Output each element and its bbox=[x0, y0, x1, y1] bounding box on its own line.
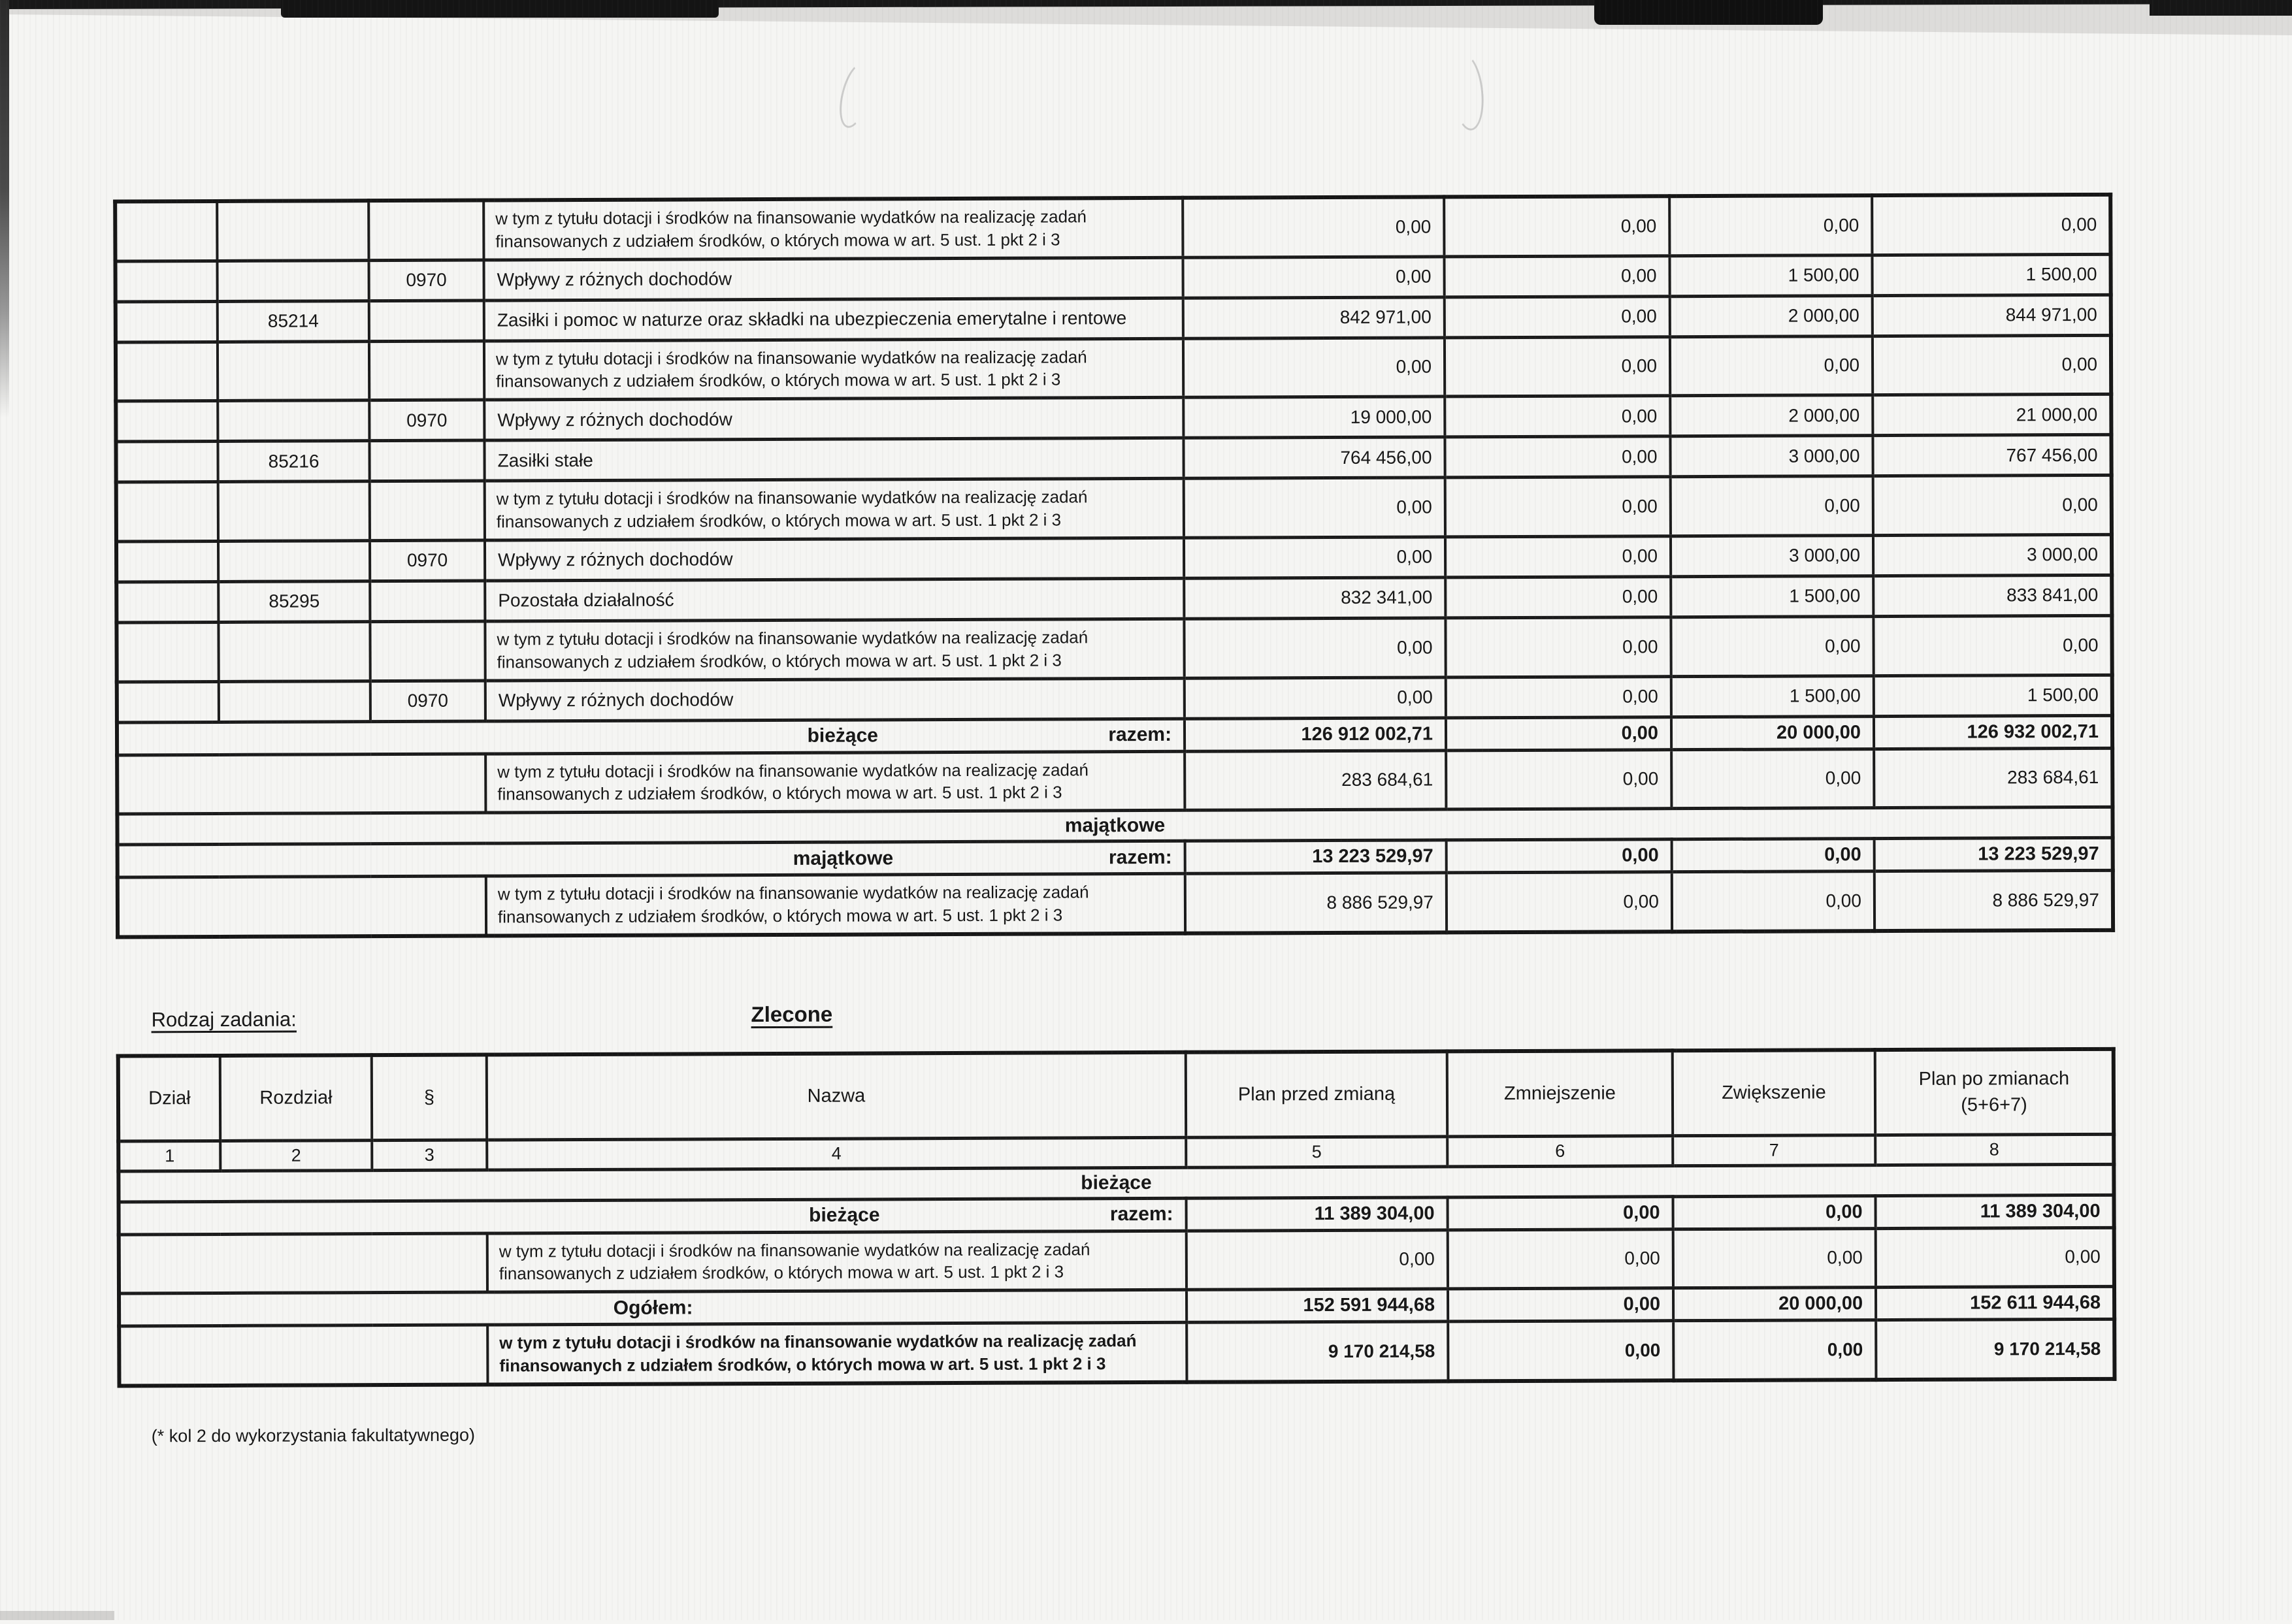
zmniejszenie-value: 0,00 bbox=[1445, 436, 1670, 478]
merged-empty-cell bbox=[118, 876, 486, 937]
zwiekszenie-value: 0,00 bbox=[1669, 195, 1872, 255]
zwiekszenie-value: 0,00 bbox=[1673, 1195, 1876, 1229]
paragraf-cell: 0970 bbox=[370, 681, 485, 722]
zmniejszenie-value: 0,00 bbox=[1448, 1321, 1673, 1381]
zwiekszenie-value: 1 500,00 bbox=[1669, 255, 1872, 296]
nazwa-cell: Wpływy z różnych dochodów bbox=[485, 538, 1184, 581]
nazwa-cell: Pozostała działalność bbox=[485, 578, 1184, 621]
col-header-plan-przed: Plan przed zmianą bbox=[1186, 1051, 1447, 1137]
plan-po-value: 0,00 bbox=[1873, 476, 2112, 536]
zmniejszenie-value: 0,00 bbox=[1448, 1196, 1673, 1229]
plan-przed-value: 0,00 bbox=[1183, 257, 1444, 298]
zmniejszenie-value: 0,00 bbox=[1446, 749, 1671, 809]
zwiekszenie-value: 3 000,00 bbox=[1670, 436, 1873, 477]
section-word: bieżące bbox=[809, 1204, 880, 1226]
col-header-nazwa: Nazwa bbox=[487, 1052, 1186, 1140]
zwiekszenie-value: 0,00 bbox=[1673, 1228, 1876, 1288]
paragraf-cell bbox=[369, 440, 484, 481]
zwiekszenie-value: 3 000,00 bbox=[1671, 536, 1873, 577]
wtym-note-cell: w tym z tytułu dotacji i środków na finansowanie wydatków na realizację zadań finansowanych z udziałem środków, o których mowa w art. 5 ust. 1 pkt 2 i 3 bbox=[486, 874, 1185, 936]
rozdzial-cell bbox=[219, 681, 370, 722]
merged-empty-cell bbox=[119, 1233, 487, 1294]
merged-empty-cell bbox=[117, 754, 485, 815]
table-row-wtym bbox=[117, 748, 2112, 814]
plan-po-value: 126 932 002,71 bbox=[1874, 715, 2112, 749]
table-row-data bbox=[116, 435, 2111, 483]
plan-po-value: 1 500,00 bbox=[1874, 675, 2112, 716]
column-number: 7 bbox=[1673, 1135, 1875, 1165]
rozdzial-cell: 85295 bbox=[218, 581, 370, 623]
nazwa-cell: Wpływy z różnych dochodów bbox=[484, 398, 1183, 441]
plan-przed-value: 0,00 bbox=[1184, 537, 1445, 578]
wtym-note-cell: w tym z tytułu dotacji i środków na finansowanie wydatków na realizację zadań finansowanych z udziałem środków, o których mowa w art. 5 ust. 1 pkt 2 i 3 bbox=[485, 479, 1184, 540]
plan-przed-value: 0,00 bbox=[1184, 618, 1445, 678]
zmniejszenie-value: 0,00 bbox=[1444, 196, 1669, 256]
rozdzial-cell bbox=[218, 400, 369, 442]
plan-po-value: 1 500,00 bbox=[1872, 254, 2110, 295]
table-row-wtym3 bbox=[115, 195, 2110, 261]
budget-table-delegated-tasks bbox=[116, 1047, 2117, 1388]
plan-po-value: 0,00 bbox=[1876, 1227, 2114, 1288]
budget-table-own-tasks bbox=[113, 193, 2115, 939]
zmniejszenie-value: 0,00 bbox=[1445, 536, 1671, 577]
column-number: 3 bbox=[372, 1140, 487, 1171]
wtym-note-cell: w tym z tytułu dotacji i środków na finansowanie wydatków na realizację zadań finansowanych z udziałem środków, o których mowa w art. 5 ust. 1 pkt 2 i 3 bbox=[485, 751, 1185, 813]
plan-po-value: 3 000,00 bbox=[1873, 534, 2112, 576]
zwiekszenie-value: 2 000,00 bbox=[1670, 395, 1873, 436]
budget-table-delegated bbox=[116, 1047, 2117, 1388]
column-number: 2 bbox=[220, 1140, 372, 1171]
wtym-note-cell: w tym z tytułu dotacji i środków na finansowanie wydatków na realizację zadań finansowanych z udziałem środków, o których mowa w art. 5 ust. 1 pkt 2 i 3 bbox=[485, 619, 1184, 680]
dzial-cell bbox=[115, 261, 217, 302]
column-number: 8 bbox=[1875, 1134, 2114, 1165]
zmniejszenie-value: 0,00 bbox=[1445, 296, 1670, 337]
col-header-plan-po: Plan po zmianach (5+6+7) bbox=[1875, 1049, 2114, 1135]
ogolem-label-cell: Ogółem: bbox=[119, 1290, 1187, 1326]
zwiekszenie-value: 0,00 bbox=[1671, 617, 1873, 677]
col-header-paragraf: § bbox=[372, 1055, 487, 1141]
zwiekszenie-value: 0,00 bbox=[1672, 871, 1875, 932]
plan-po-value: 833 841,00 bbox=[1873, 575, 2112, 616]
paragraf-cell bbox=[369, 300, 484, 342]
plan-przed-value: 283 684,61 bbox=[1185, 751, 1446, 811]
plan-po-value: 9 170 214,58 bbox=[1876, 1319, 2114, 1379]
zwiekszenie-value: 0,00 bbox=[1671, 749, 1874, 809]
wtym-note-cell: w tym z tytułu dotacji i środków na finansowanie wydatków na realizację zadań finansowanych z udziałem środków, o których mowa w art. 5 ust. 1 pkt 2 i 3 bbox=[484, 338, 1183, 400]
plan-przed-value: 0,00 bbox=[1183, 338, 1445, 398]
zmniejszenie-value: 0,00 bbox=[1445, 477, 1671, 537]
plan-po-value: 152 611 944,68 bbox=[1876, 1286, 2114, 1320]
nazwa-cell: Zasiłki i pomoc w naturze oraz składki na ubezpieczenia emerytalne i rentowe bbox=[484, 298, 1183, 341]
plan-przed-value: 11 389 304,00 bbox=[1187, 1197, 1448, 1230]
razem-word: razem: bbox=[1108, 723, 1172, 746]
wtym-note-cell: w tym z tytułu dotacji i środków na finansowanie wydatków na realizację zadań finansowanych z udziałem środków, o których mowa w art. 5 ust. 1 pkt 2 i 3 bbox=[487, 1231, 1187, 1292]
table-row-wtym bbox=[119, 1227, 2114, 1293]
table-row-wtym bbox=[119, 1319, 2114, 1386]
zwiekszenie-value: 1 500,00 bbox=[1671, 576, 1873, 617]
rozdzial-cell bbox=[217, 201, 368, 261]
plan-po-value: 767 456,00 bbox=[1873, 435, 2111, 476]
zwiekszenie-value: 0,00 bbox=[1670, 336, 1873, 396]
zwiekszenie-value: 0,00 bbox=[1672, 839, 1875, 872]
section-divider: majątkowe bbox=[117, 807, 2112, 845]
dzial-cell bbox=[116, 342, 218, 401]
budget-table-continuation bbox=[113, 193, 2115, 939]
paragraf-cell bbox=[368, 201, 483, 261]
rozdzial-cell: 85216 bbox=[218, 441, 369, 482]
col-header-dzial: Dział bbox=[118, 1056, 220, 1141]
dzial-cell bbox=[116, 401, 218, 442]
plan-przed-value: 764 456,00 bbox=[1183, 437, 1445, 478]
paragraf-cell bbox=[370, 621, 485, 681]
footnote: (* kol 2 do wykorzystania fakultatywnego) bbox=[151, 1425, 476, 1446]
zwiekszenie-value: 20 000,00 bbox=[1671, 716, 1874, 749]
nazwa-cell: Zasiłki stałe bbox=[484, 438, 1183, 481]
zmniejszenie-value: 0,00 bbox=[1445, 336, 1670, 397]
section-divider: bieżące bbox=[118, 1164, 2114, 1202]
zmniejszenie-value: 0,00 bbox=[1448, 1229, 1673, 1289]
nazwa-cell: Wpływy z różnych dochodów bbox=[483, 257, 1183, 300]
dzial-cell bbox=[116, 541, 218, 582]
wtym-note-cell: w tym z tytułu dotacji i środków na finansowanie wydatków na realizację zadań finansowanych z udziałem środków, o których mowa w art. 5 ust. 1 pkt 2 i 3 bbox=[487, 1322, 1187, 1384]
zmniejszenie-value: 0,00 bbox=[1447, 872, 1672, 932]
zmniejszenie-value: 0,00 bbox=[1445, 617, 1671, 677]
zwiekszenie-value: 0,00 bbox=[1671, 476, 1873, 536]
zmniejszenie-value: 0,00 bbox=[1447, 839, 1672, 873]
merged-empty-cell bbox=[119, 1325, 487, 1386]
dzial-cell bbox=[116, 301, 218, 342]
zwiekszenie-value: 1 500,00 bbox=[1671, 675, 1874, 717]
plan-przed-value: 8 886 529,97 bbox=[1185, 873, 1447, 934]
rozdzial-cell bbox=[217, 260, 368, 301]
plan-przed-value: 0,00 bbox=[1184, 478, 1445, 538]
rozdzial-cell bbox=[218, 541, 370, 582]
razem-word: razem: bbox=[1108, 846, 1172, 868]
plan-po-value: 283 684,61 bbox=[1874, 748, 2112, 808]
plan-przed-value: 0,00 bbox=[1187, 1229, 1448, 1290]
plan-po-value: 844 971,00 bbox=[1873, 295, 2111, 336]
task-type-value: Zlecone bbox=[751, 1001, 833, 1027]
column-number: 6 bbox=[1447, 1135, 1673, 1166]
rozdzial-cell bbox=[218, 341, 369, 400]
zmniejszenie-value: 0,00 bbox=[1445, 396, 1670, 437]
zwiekszenie-value: 20 000,00 bbox=[1673, 1288, 1876, 1321]
zmniejszenie-value: 0,00 bbox=[1446, 717, 1671, 750]
plan-przed-value: 0,00 bbox=[1183, 197, 1444, 257]
zwiekszenie-value: 2 000,00 bbox=[1670, 295, 1873, 336]
razem-label-cell bbox=[117, 719, 1185, 755]
column-number: 1 bbox=[118, 1141, 220, 1171]
dzial-cell bbox=[117, 681, 219, 723]
zmniejszenie-value: 0,00 bbox=[1446, 676, 1671, 717]
table-row-data bbox=[115, 254, 2110, 302]
rozdzial-cell bbox=[218, 622, 370, 681]
zmniejszenie-value: 0,00 bbox=[1444, 255, 1669, 297]
plan-po-value: 0,00 bbox=[1872, 195, 2110, 255]
table-row-data bbox=[116, 534, 2112, 582]
table-row-wtym3 bbox=[116, 615, 2112, 681]
plan-po-value: 8 886 529,97 bbox=[1875, 871, 2113, 931]
zwiekszenie-value: 0,00 bbox=[1673, 1320, 1876, 1380]
plan-po-value: 0,00 bbox=[1873, 615, 2112, 675]
plan-po-value: 21 000,00 bbox=[1873, 395, 2111, 436]
wtym-note-cell: w tym z tytułu dotacji i środków na finansowanie wydatków na realizację zadań finansowanych z udziałem środków, o których mowa w art. 5 ust. 1 pkt 2 i 3 bbox=[483, 198, 1183, 260]
dzial-cell bbox=[116, 442, 218, 483]
table-row-wtym3 bbox=[116, 476, 2112, 542]
plan-przed-value: 152 591 944,68 bbox=[1187, 1289, 1448, 1322]
paragraf-cell bbox=[370, 481, 485, 540]
col-header-rozdzial: Rozdział bbox=[220, 1055, 372, 1141]
dzial-cell bbox=[116, 581, 218, 623]
table-row-wtym bbox=[118, 871, 2113, 937]
paragraf-cell bbox=[370, 581, 485, 622]
nazwa-cell: Wpływy z różnych dochodów bbox=[485, 678, 1185, 721]
plan-przed-value: 126 912 002,71 bbox=[1185, 718, 1446, 751]
razem-word: razem: bbox=[1109, 1203, 1173, 1226]
col-header-zmniejszenie: Zmniejszenie bbox=[1447, 1050, 1673, 1136]
section-word: majątkowe bbox=[793, 847, 894, 869]
razem-label-cell bbox=[118, 841, 1185, 878]
table-row-wtym3 bbox=[116, 335, 2111, 401]
table-row-header bbox=[118, 1049, 2114, 1141]
table-row-data bbox=[116, 295, 2111, 342]
column-number: 4 bbox=[487, 1137, 1186, 1170]
column-number: 5 bbox=[1186, 1136, 1447, 1167]
paragraf-cell bbox=[369, 341, 484, 400]
dzial-cell bbox=[116, 622, 218, 681]
paragraf-cell: 0970 bbox=[368, 260, 483, 301]
paragraf-cell: 0970 bbox=[370, 540, 485, 581]
dzial-cell bbox=[116, 482, 218, 542]
table-row-data bbox=[116, 395, 2111, 442]
table-row-data bbox=[117, 675, 2112, 723]
zmniejszenie-value: 0,00 bbox=[1448, 1288, 1673, 1322]
rozdzial-cell: 85214 bbox=[218, 300, 369, 342]
plan-przed-value: 19 000,00 bbox=[1183, 397, 1445, 438]
plan-przed-value: 0,00 bbox=[1185, 677, 1446, 719]
zmniejszenie-value: 0,00 bbox=[1445, 577, 1671, 618]
razem-label-cell bbox=[119, 1198, 1187, 1235]
dzial-cell bbox=[115, 201, 217, 261]
col-header-zwiekszenie: Zwiększenie bbox=[1673, 1050, 1875, 1135]
plan-przed-value: 9 170 214,58 bbox=[1187, 1322, 1448, 1382]
rozdzial-cell bbox=[218, 481, 370, 541]
plan-po-value: 13 223 529,97 bbox=[1875, 838, 2113, 871]
task-type-label: Rodzaj zadania: bbox=[151, 1007, 297, 1031]
plan-po-value: 0,00 bbox=[1873, 335, 2111, 395]
section-word: bieżące bbox=[807, 724, 879, 747]
plan-przed-value: 832 341,00 bbox=[1184, 577, 1445, 619]
paragraf-cell: 0970 bbox=[369, 400, 484, 441]
table-row-data bbox=[116, 575, 2112, 623]
plan-przed-value: 13 223 529,97 bbox=[1185, 840, 1447, 873]
plan-przed-value: 842 971,00 bbox=[1183, 297, 1445, 338]
plan-po-value: 11 389 304,00 bbox=[1875, 1195, 2114, 1228]
